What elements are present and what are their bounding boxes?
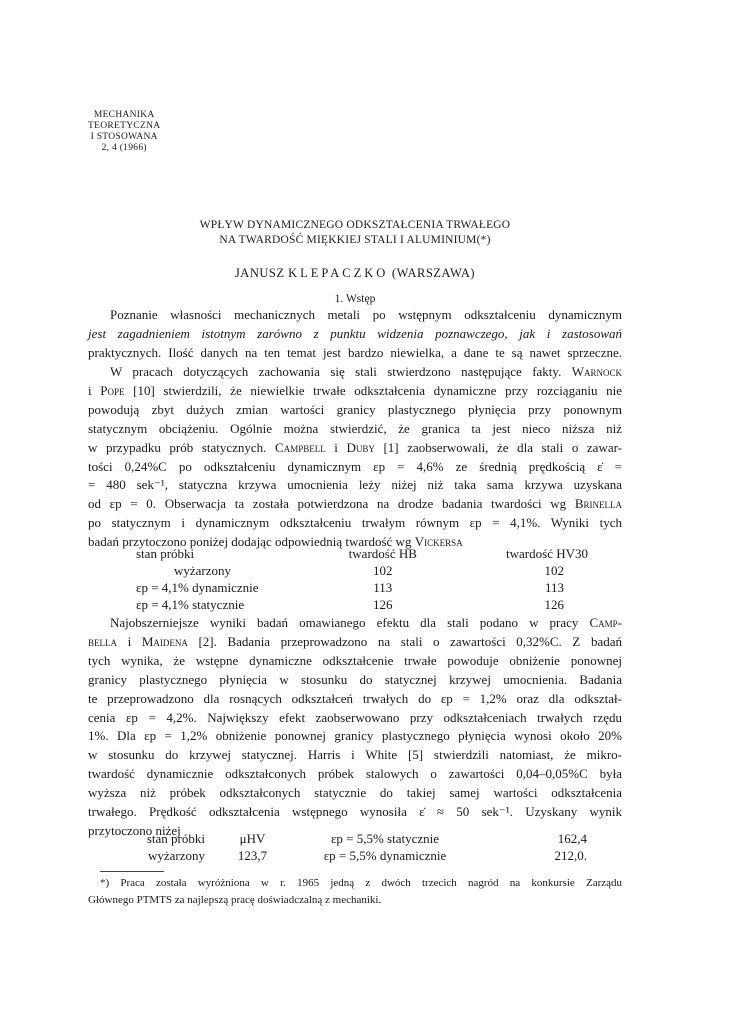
text-line <box>88 495 622 514</box>
footnote-divider <box>100 871 164 872</box>
text-line <box>88 614 622 633</box>
text-line: tych wynika, że wstępne dynamiczne odkształcenie trwałe powoduje obniżenie ponownej <box>88 652 622 668</box>
table-cell: 126 <box>544 596 564 612</box>
journal-name-line: I STOSOWANA <box>90 132 158 142</box>
table-cell: 113 <box>373 579 393 595</box>
table-cell: wyżarzony <box>147 847 205 863</box>
text-span: [10] stwierdzili, że niewielkie trwałe odkształcenia dynamiczne przy rozciąganiu nie <box>124 382 622 398</box>
text-line: trwałego. Prędkość odkształcenia wstępnego wynosiła ε̇ ≈ 50 sek⁻¹. Uzyskany wynik <box>88 804 622 820</box>
journal-issue: 2, 4 (1966) <box>101 143 147 153</box>
author-citation: bella <box>88 633 117 649</box>
text-span: W pracach dotyczących zachowania się stali stwierdzono następujące fakty. <box>110 364 572 379</box>
title-line: WPŁYW DYNAMICZNEGO ODKSZTAŁCENIA TRWAŁEGO <box>199 219 511 231</box>
text-span: Najobszerniejsze wyniki badań omawianego efektu dla stali podano w pracy <box>110 615 590 630</box>
table-header-row <box>136 545 588 562</box>
author-first-name: JANUSZ <box>234 266 285 280</box>
text-line: w stosunku do krzywej statycznej. Harris i White [5] stwierdzili natomiast, że mikro- <box>88 747 622 763</box>
author-citation: Campbell <box>275 439 326 455</box>
table-cell: stan próbki <box>146 830 205 846</box>
text-span: [2]. Badania przeprowadzono na stali o zawartości 0,32%C. Z badań <box>187 633 622 649</box>
table-cell: 126 <box>373 596 393 612</box>
author-citation: Brinella <box>574 496 622 512</box>
footnote <box>88 875 622 909</box>
journal-header <box>88 110 160 154</box>
text-line: 1%. Dla εp = 1,2% obniżenie ponownej granicy plastycznego płynięcia wynosi około 20% <box>88 728 622 744</box>
table-row <box>135 830 587 847</box>
table-cell: εp = 5,5% dynamicznie <box>323 847 447 863</box>
author-citation: Duby <box>346 439 375 455</box>
text-line: powodują zbyt dużych zmian wartości granicy plastycznego płynięcia przy ponownym <box>88 401 622 417</box>
journal-name-line: TEORETYCZNA <box>88 121 161 131</box>
text-span: w przypadku prób statycznych. <box>88 439 276 455</box>
text-line <box>88 633 622 652</box>
paragraph-intro <box>88 306 622 363</box>
text-line: wyższa niż próbek odkształconych statycznie do takiej samej wartości odkształcenia <box>88 785 622 801</box>
table-row <box>136 579 588 596</box>
text-line: = 480 sek⁻¹, statyczna krzywa umocnienia leży niżej niż taka sama krzywa uzyskana <box>88 477 622 493</box>
text-line: twardość dynamicznie odkształconych próbek stalowych o zawartości 0,04–0,05%C była <box>88 766 622 782</box>
text-span: i <box>88 382 101 398</box>
table-header-cell: twardość HB <box>348 545 417 561</box>
author-citation: Camp- <box>589 615 622 630</box>
text-line <box>88 382 622 401</box>
paragraph-literature <box>88 614 622 841</box>
table-cell: 102 <box>544 562 564 578</box>
section-heading: 1. Wstęp <box>334 293 376 305</box>
table-cell: wyżarzony <box>174 562 232 578</box>
table-cell: 123,7 <box>237 847 268 863</box>
microhardness-table <box>135 830 587 864</box>
author-citation: Pope <box>100 382 125 398</box>
text-line: jest zagadnieniem istotnym zarówno z punktu widzenia poznawczego, jak i zastosowań <box>88 325 622 341</box>
hardness-table-1 <box>136 545 588 613</box>
table-cell: εp = 4,1% dynamicznie <box>136 579 259 595</box>
table-row <box>135 847 587 864</box>
text-line: statycznym obciążeniu. Ogólnie można stwierdzić, że granica ta jest nieco niższa niż <box>88 420 622 436</box>
text-line: tości 0,24%C po odkształceniu dynamicznym εp = 4,6% ze średnią prędkością ε̇ = <box>88 458 622 474</box>
table-header-cell: twardość HV30 <box>506 545 588 561</box>
table-cell: 212,0. <box>554 847 587 863</box>
paragraph-steel-facts <box>88 363 622 552</box>
text-line <box>88 439 622 458</box>
author-last-name: KLEPACZKO <box>288 266 389 280</box>
footnote-line: Głównego PTMTS za najlepszą pracę doświadczalną z mechaniki. <box>88 894 382 906</box>
text-line: Poznanie własności mechanicznych metali po wstępnym odkształceniu dynamicznym <box>110 307 622 322</box>
text-span: od εp = 0. Obserwacja ta została potwierdzona na drodze badania twardości wg <box>88 496 575 512</box>
text-line: przytoczono niżej <box>88 822 181 838</box>
text-span: badań przytoczono poniżej dodając odpowiednią twardość wg <box>88 534 415 550</box>
text-span: [1] zaobserwowali, że dla stali o zawar- <box>374 439 623 455</box>
table-cell: 162,4 <box>557 830 587 846</box>
table-cell: μHV <box>239 830 266 846</box>
journal-name-line: MECHANIKA <box>93 110 155 120</box>
author-citation: Maidena <box>141 633 188 649</box>
article-title <box>88 218 622 248</box>
text-line: po statycznym i dynamicznym odkształceniu trwałym równym εp = 4,1%. Wyniki tych <box>88 515 622 531</box>
author-line <box>88 266 622 281</box>
text-line: te przeprowadzono dla rosnących odkształceń trwałych do εp = 1,2% oraz dla odkształ- <box>88 690 622 706</box>
footnote-line: *) Praca została wyróżniona w r. 1965 jedną z dwóch trzecich nagród na konkursie Zarządu <box>100 877 622 889</box>
text-span: i <box>325 439 347 455</box>
author-affiliation: (WARSZAWA) <box>391 266 476 280</box>
table-cell: εp = 4,1% statycznie <box>136 596 245 612</box>
table-cell: 102 <box>373 562 393 578</box>
table-row <box>136 562 588 579</box>
table-cell: 113 <box>544 579 564 595</box>
text-line: praktycznych. Ilość danych na ten temat jest bardzo niewielka, a dane te są nawet sprzeczne. <box>88 344 622 360</box>
table-header-cell: stan próbki <box>136 545 195 561</box>
text-span: i <box>117 633 142 649</box>
table-cell: εp = 5,5% statycznie <box>330 830 440 846</box>
text-line: cenia εp = 4,2%. Największy efekt zaobserwowano przy odkształceniach trwałych rzędu <box>88 709 622 725</box>
title-line: NA TWARDOŚĆ MIĘKKIEJ STALI I ALUMINIUM(*) <box>219 234 491 246</box>
table-row <box>136 596 588 613</box>
text-line: granicy plastycznego płynięcia w stosunku do statycznej krzywej umocnienia. Badania <box>88 671 622 687</box>
text-line <box>88 363 622 382</box>
author-citation: Warnock <box>571 364 622 379</box>
author-citation: Vickersa <box>414 534 463 550</box>
